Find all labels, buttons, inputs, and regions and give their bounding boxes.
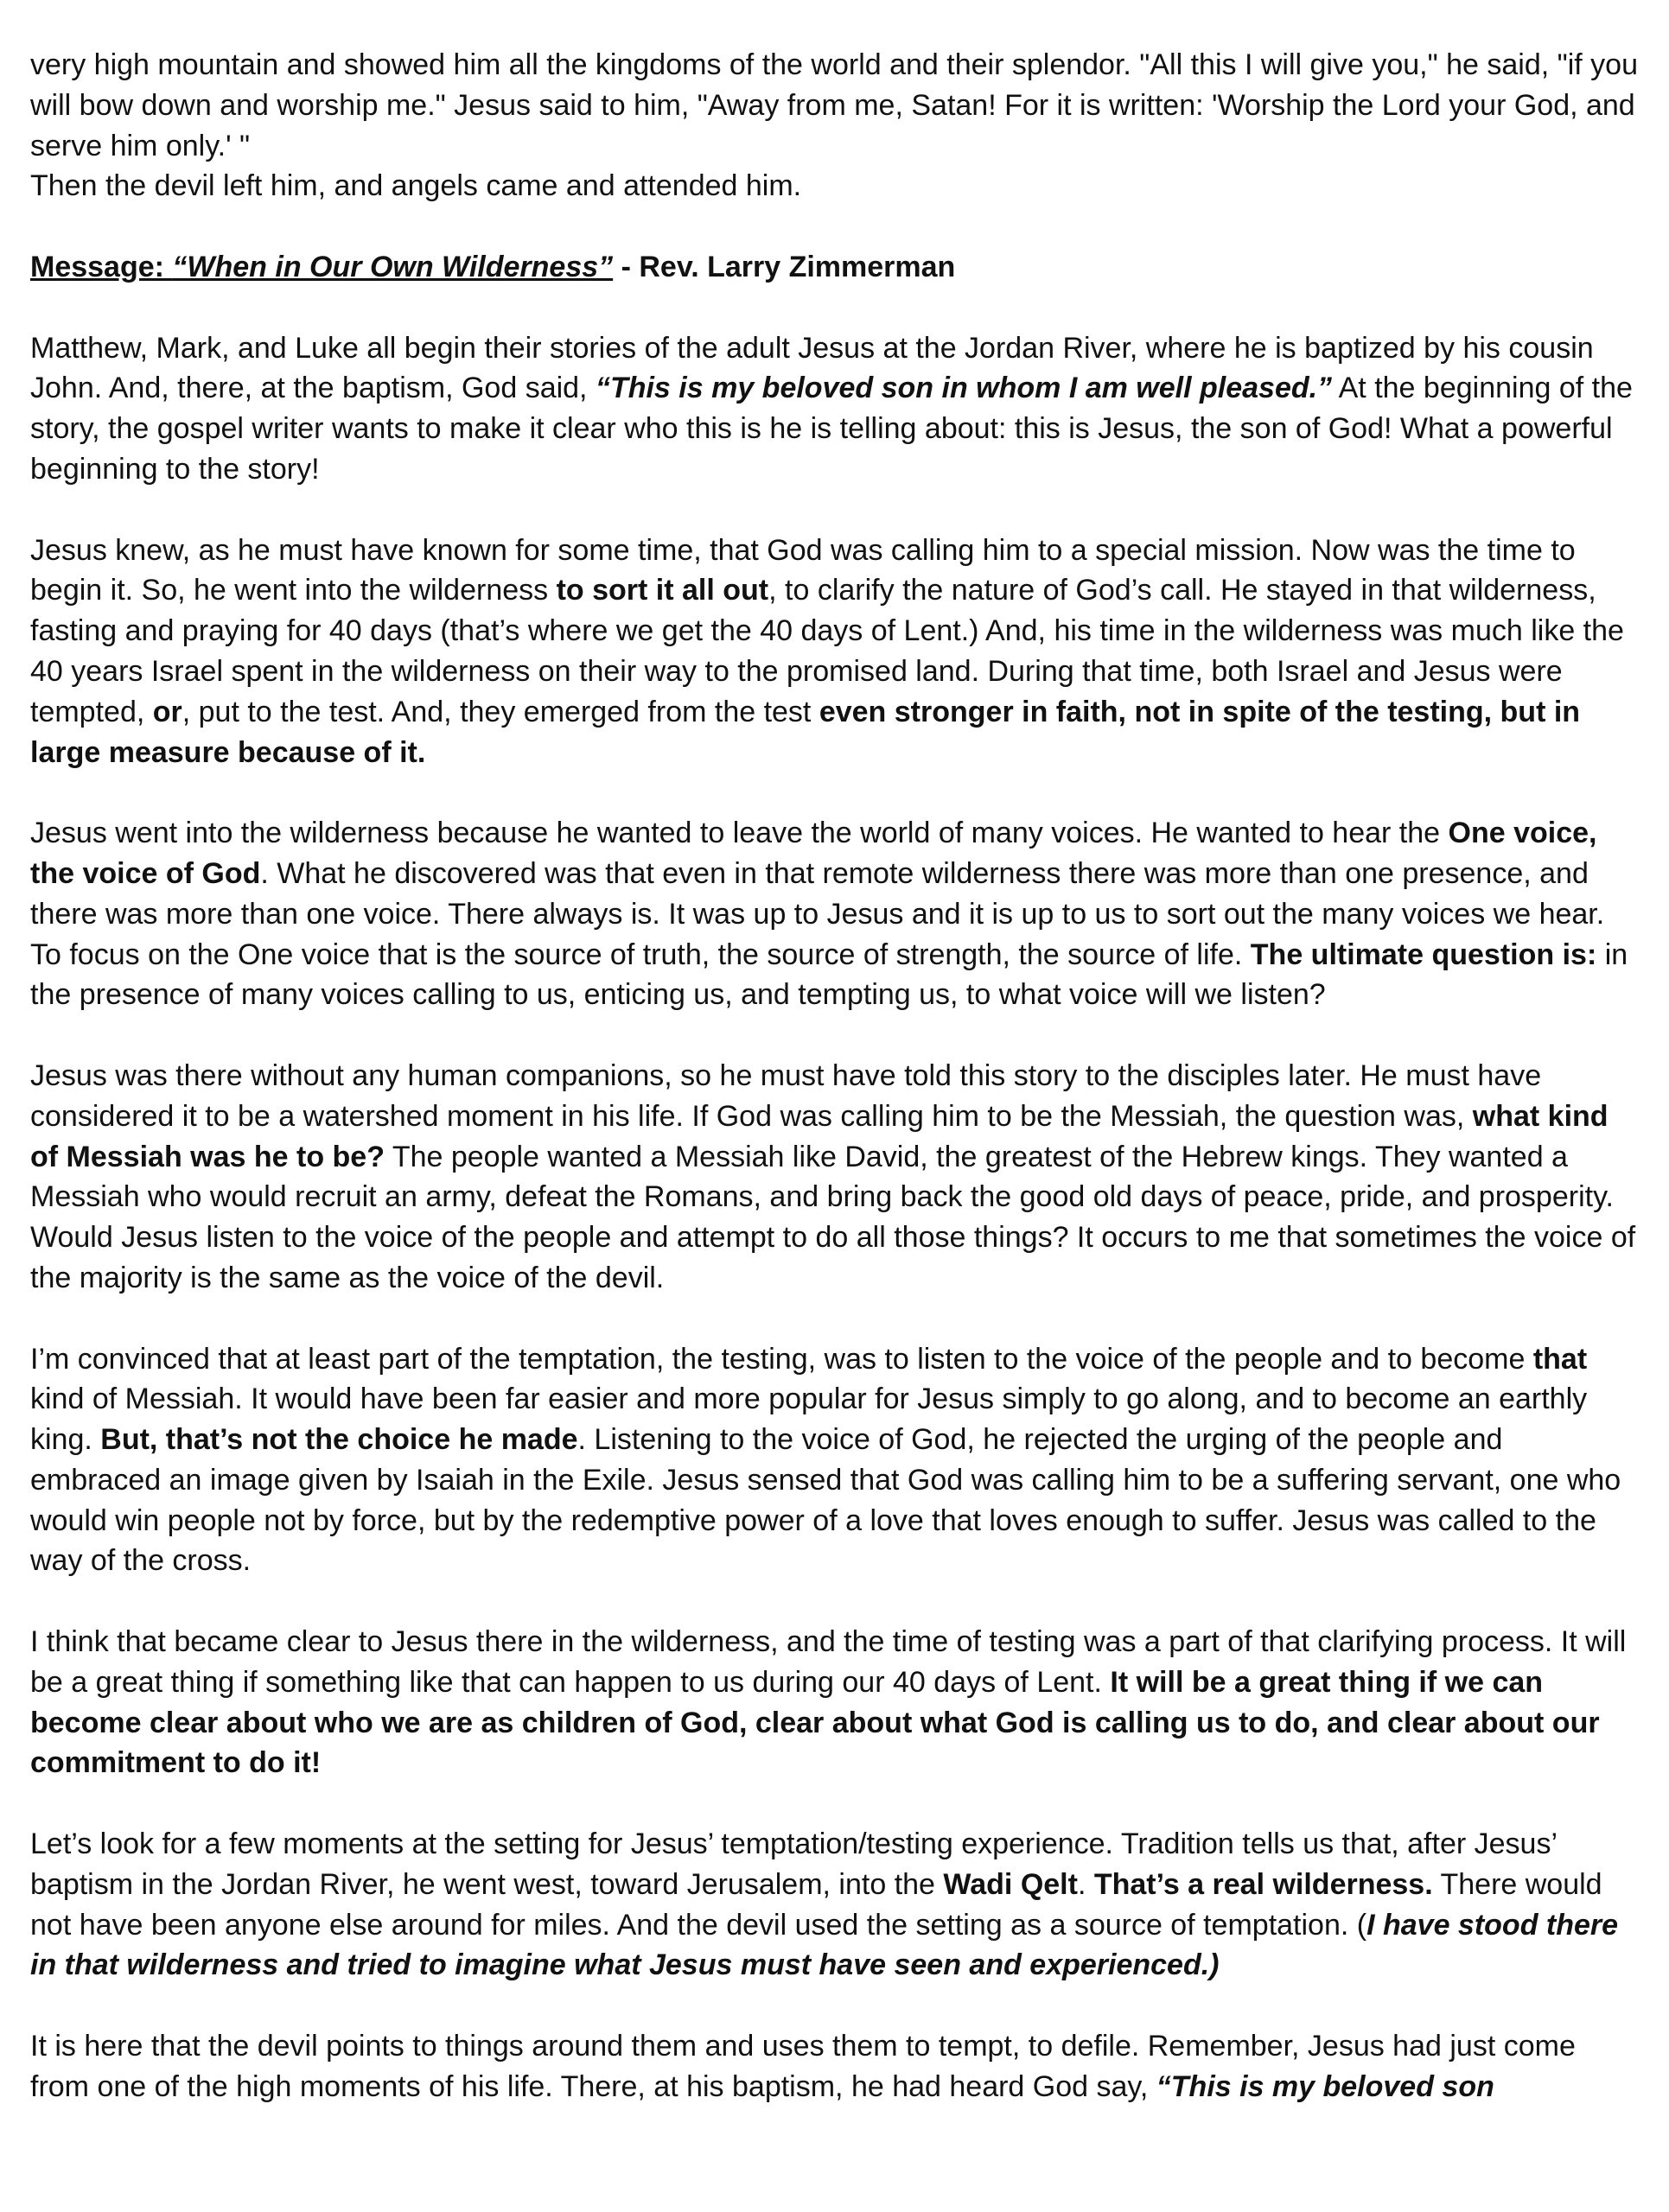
- message-byline: - Rev. Larry Zimmerman: [613, 250, 956, 283]
- paragraph-kind-of-messiah: Jesus was there without any human companions, so he must have told this story to the disciples later. He must have considered it to be a watershed moment in his life. If God was calling him to be the Messiah, the question was, what kind of Messiah was he to be? The people wanted a Messiah like David, the greatest of the Hebrew kings. They wanted a Messiah who would recruit an army, defeat the Romans, and bring back the good old days of peace, pride, and prosperity. Would Jesus listen to the voice of the people and attempt to do all those things? It occurs to me that sometimes the voice of the majority is the same as the voice of the devil.: [30, 1058, 1636, 1294]
- sermon-page: [30, 45, 1638, 2107]
- paragraph-wilderness-mission: Jesus knew, as he must have known for some time, that God was calling him to a special mission. Now was the time to begin it. So, he went into the wilderness to sort it all out, to clarify the nature of God’s call. He stayed in that wilderness, fasting and praying for 40 days (that’s where we get the 40 days of Lent.) And, his time in the wilderness was much like the 40 years Israel spent in the wilderness on their way to the promised land. During that time, both Israel and Jesus were tempted, or, put to the test. And, they emerged from the test even stronger in faith, not in spite of the testing, but in large measure because of it.: [30, 533, 1624, 769]
- scripture-closing-line: Then the devil left him, and angels came and attended him.: [30, 169, 802, 203]
- paragraph-baptism: Matthew, Mark, and Luke all begin their stories of the adult Jesus at the Jordan River, where he is baptized by his cousin John. And, there, at the baptism, God said, “This is my beloved son in whom I am well pleased.” At the beginning of the story, the gospel writer wants to make it clear who this is he is telling about: this is Jesus, the son of God! What a powerful beginning to the story!: [30, 331, 1633, 486]
- message-label: Message:: [30, 250, 173, 283]
- quote-beloved-son: “This is my beloved son in whom I am well pleased.”: [595, 372, 1333, 405]
- paragraph-many-voices: Jesus went into the wilderness because he wanted to leave the world of many voices. He wanted to hear the One voice, the voice of God. What he discovered was that even in that remote wilderness there was more than one presence, and there was more than one voice. There always is. It was up to Jesus and it is up to us to sort out the many voices we hear. To focus on the One voice that is the source of truth, the source of strength, the source of life. The ultimate question is: in the presence of many voices calling to us, enticing us, and tempting us, to what voice will we listen?: [30, 817, 1628, 1012]
- message-title: “When in Our Own Wilderness”: [172, 250, 614, 283]
- paragraph-temptation-choice: I’m convinced that at least part of the temptation, the testing, was to listen to the voice of the people and to become that kind of Messiah. It would have been far easier and more popular for Jesus simply to go along, and to become an earthly king. But, that’s not the choice he made. Listening to the voice of God, he rejected the urging of the people and embraced an image given by Isaiah in the Exile. Jesus sensed that God was calling him to be a suffering servant, one who would win people not by force, but by the redemptive power of a love that loves enough to suffer. Jesus was called to the way of the cross.: [30, 1342, 1621, 1578]
- paragraph-wadi-qelt: Let’s look for a few moments at the setting for Jesus’ temptation/testing experience. Tradition tells us that, after Jesus’ baptism in the Jordan River, he went west, toward Jerusalem, into the Wadi Qelt. That’s a real wilderness. There would not have been anyone else around for miles. And the devil used the setting as a source of temptation. (I have stood there in that wilderness and tried to imagine what Jesus must have seen and experienced.): [30, 1827, 1619, 1982]
- scripture-continuation: very high mountain and showed him all the kingdoms of the world and their splendor. "All this I will give you," he said, "if you will bow down and worship me." Jesus said to him, "Away from me, Satan! For it is written: 'Worship the Lord your God, and serve him only.' ": [30, 48, 1638, 162]
- message-heading: [30, 247, 1638, 288]
- paragraph-lent-clarity: I think that became clear to Jesus there in the wilderness, and the time of testing was a part of that clarifying process. It will be a great thing if something like that can happen to us during our 40 days of Lent. It will be a great thing if we can become clear about who we are as children of God, clear about what God is calling us to do, and clear about our commitment to do it!: [30, 1625, 1627, 1780]
- paragraph-devil-points: It is here that the devil points to things around them and uses them to tempt, to defile. Remember, Jesus had just come from one of the high moments of his life. There, at his baptism, he had heard God say, “This is my beloved son: [30, 2030, 1576, 2103]
